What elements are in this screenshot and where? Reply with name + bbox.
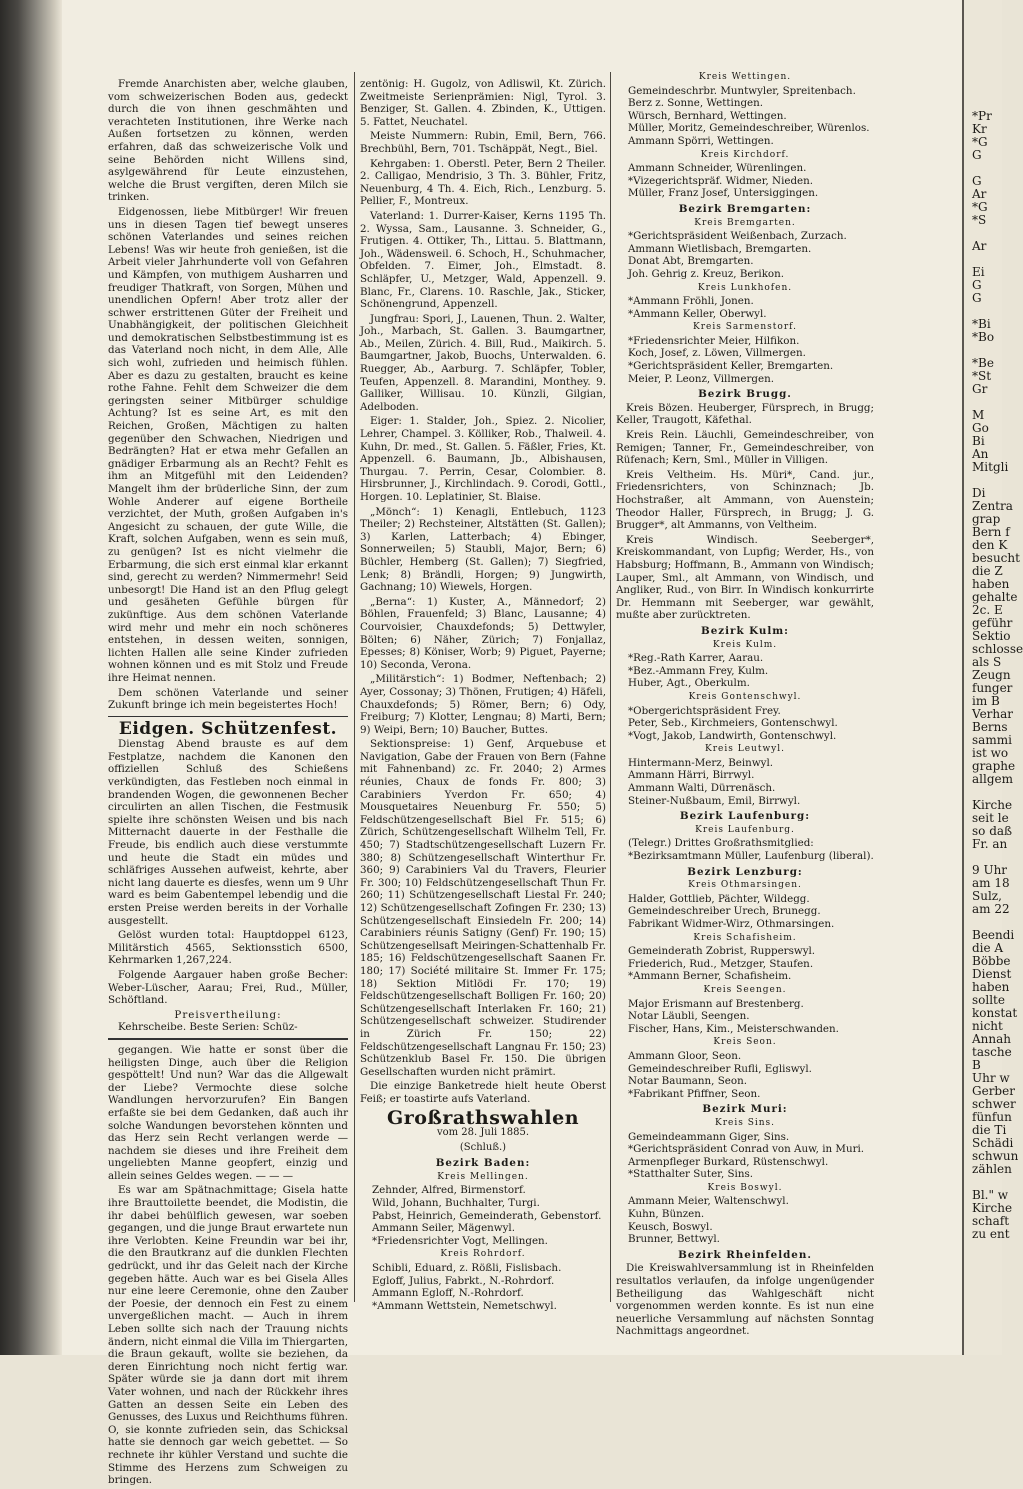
list-item: Ammann Egloff, N.-Rohrdorf. — [372, 1287, 524, 1300]
next-page-fragment: Zentra — [972, 499, 1013, 513]
list-item: Ammann Schneider, Würenlingen. — [628, 162, 807, 175]
brugg-paragraph: Kreis Bözen. Heuberger, Fürsprech, in Brugg; Keller, Traugott, Käfethal. — [616, 401, 874, 427]
kreis-heading: Kreis Sins. — [714, 1117, 776, 1128]
list-item: Ammann Härri, Birrwyl. — [628, 769, 755, 782]
list-item: Gemeindeschreiber Urech, Brunegg. — [628, 905, 821, 918]
next-page-fragment: schlosse — [972, 642, 1023, 656]
column-2 — [360, 78, 606, 1312]
preis-line: Kehrscheibe. Beste Serien: Schüz- — [118, 1021, 298, 1034]
feuilleton-paragraph: gegangen. Wie hatte er sonst über die heiligsten Dinge, auch über die Religion gespöttelt! Und nun? War das die Allgewalt der Liebe? Vermochte diese solche Wandlungen hervorzurufen? Ein Bangen erfaßte sie bei dem Gedanken, daß auch ihr solche Wandungen bevorstehen könnten und das Herz sein Recht verlangen werde — nachdem sie dieses und ihre Freiheit dem ungeliebten Manne geopfert, einzig und allein seines Geldes wegen. — — — — [108, 1043, 348, 1182]
next-page-fragment: *G — [972, 135, 988, 149]
kreis-heading: Kreis Gontenschwyl. — [688, 691, 802, 702]
next-page-fragment: Schädi — [972, 1136, 1014, 1150]
list-item: *Gerichtspräsident Weißenbach, Zurzach. — [628, 230, 847, 243]
list-item: *Ammann Berner, Schafisheim. — [628, 970, 792, 983]
next-page-fragment: allgem — [972, 772, 1013, 786]
list-item: Gemeinderath Zobrist, Rupperswyl. — [628, 945, 816, 958]
next-page-fragment: die A — [972, 941, 1004, 955]
intro-paragraph: Dem schönen Vaterlande und seiner Zukunft bringe ich mein begeistertes Hoch! — [108, 686, 348, 712]
kreis-heading: Kreis Seon. — [713, 1037, 777, 1048]
list-item: Gemeindeschreiber Rufli, Egliswyl. — [628, 1062, 812, 1075]
next-page-fragment: G — [972, 291, 982, 305]
next-page-fragment: Ar — [972, 239, 987, 253]
next-page-fragment: Ei — [972, 265, 985, 279]
column-rule — [354, 72, 355, 1302]
results-paragraph: „Mönch“: 1) Kenagli, Entlebuch, 1123 Theiler; 2) Rechsteiner, Altstätten (St. Gallen); 3) Karlen, Latterbach; 4) Ebinger, Sonnerweilen; 5) Staubli, Major, Bern; 6) Büchler, Hemberg (St. Gallen); 7) Siegfried, Lenk; 8) Brändli, Horgen; 9) Jungwirth, Gachnang; 10) Wiewels, Horgen. — [360, 505, 606, 594]
fest-paragraph: Gelöst wurden total: Hauptdoppel 6123, Militärstich 4565, Sektionsstich 6500, Kehrmarken 1,267,224. — [108, 929, 348, 967]
kreis-heading: Kreis Lunkhofen. — [697, 282, 793, 293]
next-page-fragment: 2c. E — [972, 603, 1003, 617]
bezirk-heading: Bezirk Lenzburg: — [687, 865, 803, 878]
next-page-fragment: Dienst — [972, 967, 1012, 981]
results-paragraph: Eiger: 1. Stalder, Joh., Spiez. 2. Nicolier, Lehrer, Champel. 3. Kölliker, Rob., Thalweil. 4. Kuhn, Dr. med., St. Gallen. 5. Fäßler, Fries, Kt. Appenzell. 6. Baumann, Jb., Albishausen, Thurgau. 7. Perrin, Cesar, Colombier. 8. Hirsbrunner, J., Kirchlindach. 9. Corodi, Gottl., Horgen. 10. Leplatinier, St. Blaise. — [360, 415, 606, 503]
next-page-fragment: *S — [972, 213, 987, 227]
book-binding — [0, 0, 62, 1355]
list-item: Schibli, Eduard, z. Rößli, Fislisbach. — [372, 1262, 562, 1275]
list-item: Steiner-Nußbaum, Emil, Birrwyl. — [628, 794, 801, 807]
list-item: Ammann Gloor, Seon. — [628, 1049, 742, 1062]
next-page-fragment: Kr — [972, 122, 987, 136]
divider — [108, 716, 348, 717]
list-item: Ammann Wietlisbach, Bremgarten. — [628, 242, 812, 255]
bezirk-heading: Bezirk Brugg. — [698, 388, 792, 401]
list-item: Pabst, Heinrich, Gemeinderath, Gebenstorf. — [372, 1209, 602, 1222]
next-page-fragment: *Be — [972, 356, 994, 370]
next-page-fragment: tasche — [972, 1045, 1012, 1059]
list-item: Huber, Agt., Oberkulm. — [628, 677, 750, 690]
grossrath-note: (Schluß.) — [459, 1141, 507, 1153]
list-item: *Friedensrichter Meier, Hilfikon. — [628, 334, 800, 347]
next-page-fragment: schaft — [972, 1214, 1010, 1228]
next-page-fragment: die Z — [972, 564, 1003, 578]
next-page-fragment: Bern f — [972, 525, 1010, 539]
bezirk-heading: Bezirk Bremgarten: — [678, 202, 812, 215]
results-paragraph: Jungfrau: Spori, J., Lauenen, Thun. 2. Walter, Joh., Marbach, St. Gallen. 3. Baumgartner, Ab., Meilen, Zürich. 4. Bill, Rud., Maikirch. 5. Baumgartner, Jakob, Buochs, Unterwalden. 6. Ruegger, Ab., Aarburg. 7. Schläpfer, Tobler, Teufen, Appenzell. 8. Marandini, Monthey. 9. Galliker, Willisau. 10. Künzli, Gilgian, Adelboden. — [360, 312, 606, 413]
list-item: Notar Läubli, Seengen. — [628, 1010, 750, 1023]
next-page-fragment: An — [972, 447, 989, 461]
next-page-fragment: *Bi — [972, 317, 991, 331]
next-page-fragment: ist wo — [972, 746, 1009, 760]
next-page-fragment: schwun — [972, 1149, 1019, 1163]
next-page-fragment: als S — [972, 655, 1002, 669]
next-page-fragment: am 22 — [972, 902, 1010, 916]
list-item: *Fabrikant Pfiffner, Seon. — [628, 1087, 761, 1100]
list-item: *Gerichtspräsident Conrad von Auw, in Muri. — [628, 1143, 865, 1156]
list-item: Major Erismann auf Brestenberg. — [628, 997, 804, 1010]
kreis-heading: Kreis Leutwyl. — [705, 744, 785, 755]
list-item: *Vogt, Jakob, Landwirth, Gontenschwyl. — [628, 729, 837, 742]
kreis-heading: Kreis Schafisheim. — [693, 932, 797, 943]
next-page-fragment: M — [972, 408, 985, 422]
next-page-fragment: Gerber — [972, 1084, 1015, 1098]
next-page-fragment: G — [972, 278, 982, 292]
kreis-heading: Kreis Boswyl. — [707, 1182, 783, 1193]
next-page-fragment: sollte — [972, 993, 1005, 1007]
list-item: *Bezirksamtmann Müller, Laufenburg (liberal). — [628, 850, 874, 863]
next-page-fragment: zu ent — [972, 1227, 1010, 1241]
list-item: Notar Baumann, Seon. — [628, 1075, 747, 1088]
list-item: Keusch, Boswyl. — [628, 1220, 713, 1233]
next-page-fragment: besucht — [972, 551, 1020, 565]
next-page-fragment: G — [972, 174, 982, 188]
next-page-fragment: fünfun — [972, 1110, 1012, 1124]
results-paragraph: Vaterland: 1. Durrer-Kaiser, Kerns 1195 Th. 2. Wyssa, Sam., Lausanne. 3. Schneider, G., Frutigen. 4. Ottiker, Th., Littau. 5. Blattmann, Joh., Wädensweil. 6. Schoch, H., Schuhmacher, Obfelden. 7. Eimer, Joh., Elmstadt. 8. Schläpfer, U., Metzger, Wald, Appenzell. 9. Blanc, Fr., Clarens. 10. Raschle, Jak., Sticker, Schönengrund, Appenzell. — [360, 209, 606, 311]
brugg-paragraph: Kreis Windisch. Seeberger*, Kreiskommandant, von Lupfig; Werder, Hs., von Habsburg; Hoffmann, B., Ammann von Windisch; Lauper, Sml., alt Ammann, von Windisch, und Angliker, Rud., von Birr. In Windisch konkurrirte Dr. Hemmann mit Seeberger, war gewählt, mußte aber zurücktreten. — [616, 533, 874, 622]
next-page-fragment: Gr — [972, 382, 988, 396]
next-page-fragment: Sulz, — [972, 889, 1002, 903]
next-page-fragment: *Bo — [972, 330, 995, 344]
rheinfelden-paragraph: Die Kreiswahlversammlung ist in Rheinfelden resultatlos verlaufen, da infolge ungenügender Betheiligung das Wahlgeschäft nicht vorgenommen werden konnte. Es ist nun eine neuerliche Versammlung auf nächsten Sonntag Nachmittags angeordnet. — [616, 1262, 874, 1338]
next-page-fragment: Ar — [972, 187, 987, 201]
next-page-fragment: Fr. an — [972, 837, 1008, 851]
next-page-fragment: Bi — [972, 434, 985, 448]
list-item: Ammann Meier, Waltenschwyl. — [628, 1195, 789, 1208]
list-item: Fabrikant Widmer-Wirz, Othmarsingen. — [628, 918, 835, 930]
next-page-fragment: *Pr — [972, 109, 992, 123]
list-item: Donat Abt, Bremgarten. — [628, 255, 754, 268]
kreis-heading: Kreis Seengen. — [703, 984, 787, 995]
list-item: Gemeindeammann Giger, Sins. — [628, 1130, 790, 1143]
feuilleton-divider — [108, 1038, 348, 1040]
list-item: Hintermann-Merz, Beinwyl. — [628, 756, 774, 769]
next-page-fragment: sammi — [972, 733, 1012, 747]
list-item: *Statthalter Suter, Sins. — [628, 1168, 754, 1181]
next-page-fragment: Bl." w — [972, 1188, 1009, 1202]
preis-heading: Preisvertheilung: — [174, 1008, 282, 1021]
kreis-heading: Kreis Sarmenstorf. — [692, 322, 798, 333]
next-page-fragment: die Ti — [972, 1123, 1007, 1137]
next-page-fragment: schwer — [972, 1097, 1016, 1111]
next-page-fragment: Go — [972, 421, 989, 435]
results-paragraph: Die einzige Banketrede hielt heute Oberst Feiß; er toastirte aufs Vaterland. — [360, 1080, 606, 1105]
next-page-fragment: Uhr w — [972, 1071, 1010, 1085]
next-page-fragment: grap — [972, 512, 1001, 526]
kreis-heading: Kreis Othmarsingen. — [688, 880, 802, 891]
list-item: Halder, Gottlieb, Pächter, Wildegg. — [628, 892, 810, 905]
bezirk-heading: Bezirk Rheinfelden. — [678, 1248, 812, 1261]
brugg-paragraph: Kreis Veltheim. Hs. Müri*, Cand. jur., Friedensrichters, von Schinznach; Jb. Hochstraßer, alt Ammann, von Auenstein; Theodor Haller, Fürsprech, in Brugg; J. G. Brugger*, alt Ammanns, von Veltheim. — [616, 468, 874, 532]
list-item: Würsch, Bernhard, Wettingen. — [628, 109, 787, 122]
next-page-fragment: im B — [972, 694, 1000, 708]
kreis-heading: Kreis Mellingen. — [437, 1171, 529, 1182]
next-page-fragment: funger — [972, 681, 1013, 695]
next-page-fragment: Annah — [972, 1032, 1012, 1046]
column-1 — [108, 78, 348, 1489]
list-item: Ammann Seiler, Mägenwyl. — [372, 1222, 515, 1235]
kreis-heading: Kreis Bremgarten. — [694, 217, 796, 228]
list-item: Berz z. Sonne, Wettingen. — [628, 97, 764, 110]
list-item: Koch, Josef, z. Löwen, Villmergen. — [628, 347, 806, 360]
list-item: Müller, Franz Josef, Untersiggingen. — [628, 187, 819, 200]
kreis-heading: Kreis Wettingen. — [698, 72, 792, 82]
column-3 — [616, 70, 874, 1340]
next-page-fragment: am 18 — [972, 876, 1010, 890]
list-item: Egloff, Julius, Fabrkt., N.-Rohrdorf. — [372, 1274, 555, 1287]
next-page-fragment: seit le — [972, 811, 1009, 825]
next-page-fragment: Kirche — [972, 798, 1013, 812]
next-page-fragment: *St — [972, 369, 992, 383]
list-item: Brunner, Bettwyl. — [628, 1233, 720, 1246]
fest-paragraph: Folgende Aargauer haben große Becher: Weber-Lüscher, Aarau; Frei, Rud., Müller, Schöftland. — [108, 968, 348, 1007]
kreis-heading: Kreis Kirchdorf. — [700, 149, 790, 160]
list-item: *Reg.-Rath Karrer, Aarau. — [628, 652, 764, 665]
next-page-fragment: B — [972, 1058, 981, 1072]
list-item: Ammann Spörri, Wettingen. — [628, 134, 774, 147]
section-title: Eidgen. Schützenfest. — [118, 718, 338, 739]
next-page-fragment: konstat — [972, 1006, 1018, 1020]
next-page-fragment: Verhar — [972, 707, 1014, 721]
next-page-fragment: 9 Uhr — [972, 863, 1008, 877]
next-page-fragment: Sektio — [972, 629, 1011, 643]
brugg-paragraph: Kreis Rein. Läuchli, Gemeindeschreiber, von Remigen; Tanner, Fr., Gemeindeschreiber, von Rüfenach; Kern, Sml., Müller in Villigen. — [616, 429, 874, 467]
next-page-fragment: haben — [972, 577, 1010, 591]
list-item: *Bez.-Ammann Frey, Kulm. — [628, 664, 769, 677]
next-page-fragment: Mitgli — [972, 460, 1009, 474]
next-page-fragment: Berns — [972, 720, 1008, 734]
next-page-fragment: geführ — [972, 616, 1013, 630]
list-item: Müller, Moritz, Gemeindeschreiber, Würenlos. — [628, 122, 870, 135]
list-item: *Ammann Fröhli, Jonen. — [628, 295, 754, 308]
list-item: *Ammann Keller, Oberwyl. — [628, 307, 767, 320]
next-page-fragment: gehalte — [972, 590, 1018, 604]
list-item: Fischer, Hans, Kim., Meisterschwanden. — [628, 1022, 839, 1035]
next-page-fragment: zählen — [972, 1162, 1012, 1176]
list-item: Zehnder, Alfred, Birmenstorf. — [372, 1184, 526, 1197]
bezirk-heading: Bezirk Baden: — [435, 1157, 531, 1170]
results-paragraph: zentönig: H. Gugolz, von Adliswil, Kt. Zürich. Zweitmeiste Serienprämien: Nigl, Tyrol. 3. Benziger, St. Gallen. 4. Zbinden, K., Uttigen. 5. Fattet, Neuchatel. — [360, 78, 606, 128]
next-page-fragment: Kirche — [972, 1201, 1013, 1215]
bezirk-heading: Bezirk Kulm: — [701, 624, 789, 637]
kreis-heading: Kreis Rohrdorf. — [440, 1249, 526, 1260]
bezirk-heading: Bezirk Laufenburg: — [679, 810, 811, 823]
list-item: Armenpfleger Burkard, Rüstenschwyl. — [628, 1155, 829, 1168]
next-page-fragment: Beendi — [972, 928, 1015, 942]
grossrath-title: Großrathswahlen — [386, 1106, 580, 1129]
list-item: *Vizegerichtspräf. Widmer, Nieden. — [628, 174, 814, 187]
next-page-fragment: *G — [972, 200, 988, 214]
list-item: (Telegr.) Drittes Großrathsmitglied: — [628, 837, 814, 850]
next-page-edge — [962, 0, 1023, 1355]
column-rule — [610, 72, 611, 1302]
list-item: Kuhn, Bünzen. — [628, 1208, 705, 1221]
results-paragraph: „Militärstich“: 1) Bodmer, Neftenbach; 2) Ayer, Cossonay; 3) Thönen, Frutigen; 4) Häfeli, Chauxdefonds; 5) Römer, Bern; 6) Ody, Freiburg; 7) Klotter, Lengnau; 8) Marti, Bern; 9) Weipi, Bern; 10) Baucher, Buttes. — [360, 673, 606, 736]
list-item: Meier, P. Leonz, Villmergen. — [628, 372, 774, 385]
list-item: *Obergerichtspräsident Frey. — [628, 704, 781, 717]
next-page-fragment: Di — [972, 486, 986, 500]
list-item: *Gerichtspräsident Keller, Bremgarten. — [628, 360, 834, 373]
list-item: *Ammann Wettstein, Nemetschwyl. — [372, 1299, 557, 1312]
next-page-fragment: haben — [972, 980, 1010, 994]
next-page-fragment: so daß — [972, 824, 1013, 838]
next-page-fragment: Zeugn — [972, 668, 1011, 682]
kreis-heading: Kreis Kulm. — [712, 639, 778, 650]
intro-paragraph: Eidgenossen, liebe Mitbürger! Wir freuen uns in diesen Tagen tief bewegt unseres schönen Vaterlandes und seines reichen Lebens! Was wir heute froh genießen, ist die Arbeit vieler Jahrhunderte voll von Gefahren und Kämpfen, von muthigem Ausharren und freudiger Thatkraft, von Sorgen, Mühen und unendlichen Opfern! Aber trotz aller der schwer erstrittenen Güter der Freiheit und Unabhängigkeit, der politischen Gleichheit und demokratischen Selbstbestimmung ist es das Vaterland noch nicht, in dem Alle, Alle sich wohl, zufrieden und heimisch fühlen. Aber es dazu zu gestalten, braucht es keine rothe Fahne. Fehlt dem Schweizer die dem geringsten seiner Mitbürger schuldige Achtung? Ist es seine Art, es mit den Reichen, Großen, Mächtigen zu halten gegenüber den Schwachen, Niedrigen und Bedrängten? Hat er etwa mehr Gefallen an gnädiger Erbarmung als an Recht? Fehlt es ihm an Mitgefühl mit den Leidenden? Mangelt ihm der brüderliche Sinn, der zum Wohle Anderer auf eigene Bortheile verzichtet, der Muth, großen Aufgaben in's Angesicht zu schauen, der gute Wille, die Kraft, solchen Aufgaben, wenn es sein muß, zu genügen? Ist es nicht vielmehr die Erbarmung, die sich erst einmal klar erkannt sind, gerecht zu werden? Nimmermehr! Seid unbesorgt! Die Hand ist an den Pflug gelegt und gesäheten Gefühle bürgen für zukünftige. Aus dem schönen Vaterlande wird mehr und mehr ein noch schöneres entstehen, in dessen weiten, sonnigen, lichten Hallen alle seine Kinder zufrieden wohnen können und es mit Stolz und Freude ihre Heimat nennen. — [108, 205, 348, 684]
feuilleton-paragraph: Es war am Spätnachmittage; Gisela hatte ihre Brauttoilette beendet, die Modistin, die ihr dabei behülflich gewesen, war soeben gegangen, und die junge Braut erwartete nun ihre Verlobten. Keine Freundin war bei ihr, die den Brautkranz auf die dunklen Flechten gedrückt, und ihr das Geleit nach der Kirche gegeben hätte. Auch war es bei Gisela Alles nur eine leere Ceremonie, ohne den Zauber der Poesie, der dennoch ein Fest zu einem unvergeßlichen macht. — Auch in ihrem Leben sollte sich nach der Trauung nichts ändern, nicht einmal die Villa im Thiergarten, die Braun gekauft, wollte sie beziehen, da deren Einrichtung noch nicht fertig war. Später würde sie ja dann dort mit ihrem Vater wohnen, und nach der Rückkehr ihres Gatten an dessen Seite ein Leben des Genusses, des Luxus und Reichthums führen. O, sie konnte zufrieden sein, das Schicksal hatte sie dennoch gar weich gebettet. — So rechnete ihr kühler Verstand und suchte die Stimme des Herzens zum Schweigen zu bringen. — [108, 1184, 348, 1487]
intro-paragraph: Fremde Anarchisten aber, welche glauben, vom schweizerischen Boden aus, gedeckt durch die von ihnen geschmähten und verachteten Institutionen, ihre Werke nach Außen fortsetzen zu können, werden erfahren, daß das schweizerische Volk und seine Behörden nicht Willens sind, asylgewährend für Leute einzustehen, welche die Brust vergiften, deren Milch sie trinken. — [108, 78, 348, 204]
results-paragraph: Kehrgaben: 1. Oberstl. Peter, Bern 2 Theiler. 2. Calligao, Mendrisio, 3 Th. 3. Bühler, Fritz, Neuenburg, 4 Th. 4. Eich, Rich., Lenzburg. 5. Pellier, F., Montreux. — [360, 157, 606, 208]
results-paragraph: „Berna“: 1) Kuster, A., Männedorf; 2) Böhlen, Frauenfeld; 3) Blanc, Lausanne; 4) Courvoisier, Chauxdefonds; 5) Dettwyler, Bölten; 6) Näher, Zürich; 7) Fonjallaz, Epesses; 8) Köniser, Worb; 9) Piguet, Payerne; 10) Seconda, Verona. — [360, 595, 606, 671]
next-page-fragment: Böbbe — [972, 954, 1011, 968]
list-item: Friederich, Rud., Metzger, Staufen. — [628, 957, 814, 970]
next-page-fragment: G — [972, 148, 982, 162]
results-paragraph: Meiste Nummern: Rubin, Emil, Bern, 766. Brechbühl, Bern, 701. Tschäppät, Negt., Biel. — [360, 130, 606, 155]
grossrath-date: vom 28. Juli 1885. — [436, 1127, 530, 1139]
bezirk-heading: Bezirk Muri: — [702, 1103, 788, 1116]
next-page-fragment: den K — [972, 538, 1008, 552]
list-item: Wild, Johann, Buchhalter, Turgi. — [372, 1197, 540, 1210]
list-item: Gemeindeschrbr. Muntwyler, Spreitenbach. — [628, 84, 856, 97]
fest-paragraph: Dienstag Abend brauste es auf dem Festplatze, nachdem die Kanonen den offiziellen Schluß des Schießens verkündigten, das Festleben noch einmal in brandenden Wogen, die gewonnenen Becher circulirten an allen Tischen, die Festmusik spielte ihre schönsten Weisen und bis nach Mitternacht dauerte in der Festhalle die Freude, bis endlich auch diese verstummte und heute die Stadt ein müdes und schläfriges Aussehen aufweist, kehrte, aber nicht lang dauerte es diesfes, wenn um 9 Uhr ward es beim Gabentempel lebendig und die ersten Preise werden bereits in der Vorhalle ausgestellt. — [108, 738, 348, 927]
next-page-fragment: graphe — [972, 759, 1016, 773]
next-page-fragment: nicht — [972, 1019, 1003, 1033]
list-item: Joh. Gehrig z. Kreuz, Berikon. — [628, 267, 785, 280]
kreis-heading: Kreis Laufenburg. — [695, 824, 795, 835]
next-page-fragments — [964, 0, 1023, 1241]
list-item: Ammann Walti, Dürrenäsch. — [628, 782, 776, 795]
results-paragraph: Sektionspreise: 1) Genf, Arquebuse et Navigation, Gabe der Frauen von Bern (Fahne mit Fahnenband) zc. Fr. 2040; 2) Armes réunies, Chaux de fonds Fr. 800; 3) Carabiniers Yverdon Fr. 650; 4) Mousquetaires Neuenburg Fr. 550; 5) Feldschützengesellschaft Biel Fr. 515; 6) Zürich, Schützengesellschaft Wilhelm Tell, Fr. 450; 7) Stadtschützengesellschaft Luzern Fr. 380; 8) Schützengesellschaft Winterthur Fr. 360; 9) Carabiniers Val du Travers, Fleurier Fr. 300; 10) Feldschützengesellschaft Thun Fr. 260; 11) Schützengesellschaft Liestal Fr. 240; 12) Schützengesellschaft Zofingen Fr. 230; 13) Schützengesellschaft Einsiedeln Fr. 200; 14) Carabiniers réunis Satigny (Genf) Fr. 190; 15) Schützengesellsaft Meiringen-Schattenhalb Fr. 185; 16) Feldschützengesellschaft Saanen Fr. 180; 17) Société militaire St. Immer Fr. 175; 18) Sektion Mitlödi Fr. 170; 19) Feldschützengesellschaft Bolligen Fr. 160; 20) Schützengesellschaft Interlaken Fr. 160; 21) Schützengesellschaft schweizer. Studirender in Zürich Fr. 150; 22) Feldschützengesellschaft Langnau Fr. 150; 23) Schützenklub Basel Fr. 150. Die übrigen Gesellschaften wurden nicht prämirt. — [360, 738, 606, 1078]
list-item: *Friedensrichter Vogt, Mellingen. — [372, 1234, 548, 1247]
list-item: Peter, Seb., Kirchmeiers, Gontenschwyl. — [628, 717, 838, 730]
